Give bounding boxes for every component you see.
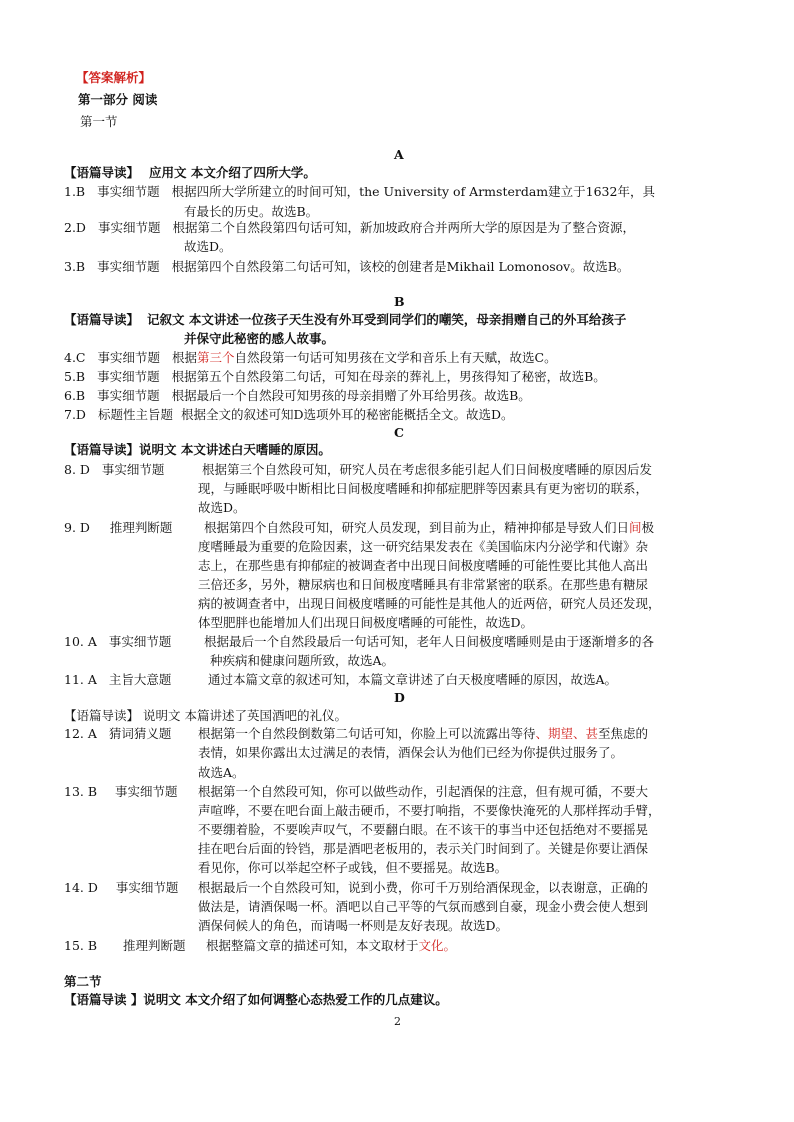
answer-number: 5.B [64, 369, 86, 384]
answer-explanation: 根据第五个自然段第二句话，可知在母亲的葬礼上，男孩得知了秘密，故选B。 [171, 369, 606, 384]
answer-number: 6.B [64, 388, 86, 403]
answer-item [64, 405, 513, 424]
answer-explanation-cont: 故选D。 [184, 239, 232, 254]
answer-item [64, 460, 164, 479]
passage-guide-d [64, 706, 347, 725]
passage-letter-c: C [394, 425, 404, 440]
answer-explanation-cont: 声喧哗，不要在吧台面上敲击硬币，不要打响指，不要像快淹死的人那样挥动手臂， [198, 803, 661, 818]
answer-number: 15. B [64, 938, 98, 953]
passage-guide-a [64, 163, 316, 182]
question-type: 主旨大意题 [108, 672, 172, 687]
question-type: 事实细节题 [97, 220, 161, 235]
question-type: 事实细节题 [97, 259, 160, 274]
answer-item [64, 518, 172, 537]
answer-explanation: 根据最后一个自然段可知，说到小费，你可千万别给酒保现金，以表谢意，正确的 [198, 880, 649, 895]
question-type: 事实细节题 [97, 388, 160, 403]
answer-item [64, 182, 655, 201]
answer-explanation-cont: 病的被调查者中，出现日间极度嗜睡的可能性是其他人的近两倍，研究人员还发现， [198, 596, 661, 611]
answer-explanation-cont: 三倍还多，另外，糖尿病也和日间极度嗜睡具有非常紧密的联系。在那些患有糖尿 [198, 577, 649, 592]
answer-explanation: 根据第一个自然段可知，你可以做些动作，引起酒保的注意，但有规可循，不要大 [198, 784, 649, 799]
answer-explanation-cont: 故选D。 [198, 500, 246, 515]
passage-letter-a: A [394, 147, 404, 162]
answer-explanation-cont: 表情，如果你露出太过满足的表情，酒保会认为他们已经为你提供过服务了。 [198, 745, 624, 760]
answer-explanation-cont: 看见你，你可以举起空杯子或钱，但不要摇晃。故选B。 [198, 860, 508, 875]
answer-number: 4.C [64, 350, 86, 365]
answer-number: 11. A [64, 672, 97, 687]
answer-title: 【答案解析】 [76, 70, 152, 85]
answer-explanation-cont: 志上，在那些患有抑郁症的被调查者中出现日间极度嗜睡的可能性要比其他人高出 [198, 558, 649, 573]
answer-explanation: 根据四所大学所建立的时间可知，the University of Armsterdam建立于1632年，具 [171, 184, 655, 199]
answer-number: 7.D [64, 407, 86, 422]
explanation-text-rest: 极 [641, 520, 655, 535]
answer-number: 2.D [64, 220, 86, 235]
answer-explanation: 根据第四个自然段第二句话可知，该校的创建者是Mikhail Lomonosov。故选B。 [171, 259, 630, 274]
guide-label: 【语篇导读】 [64, 312, 140, 327]
answer-item [64, 386, 531, 405]
section-two-guide [64, 990, 448, 1009]
question-type: 事实细节题 [115, 880, 179, 895]
answer-explanation-rest: 自然段第一句话可知男孩在文学和音乐上有天赋，故选C。 [234, 350, 557, 365]
answer-explanation [204, 518, 654, 537]
answer-number: 3.B [64, 259, 86, 274]
guide-text-cont: 并保守此秘密的感人故事。 [184, 331, 335, 346]
answer-explanation-cont: 现，与睡眠呼吸中断相比日间极度嗜睡和抑郁症肥胖等因素具有更为密切的联系， [198, 481, 649, 496]
answer-explanation: 根据第二个自然段第四句话可知，新加坡政府合并两所大学的原因是为了整合资源， [172, 220, 635, 235]
answer-explanation: 根据全文的叙述可知D选项外耳的秘密能概括全文。故选D。 [180, 407, 514, 422]
question-type: 事实细节题 [97, 369, 160, 384]
question-type: 推理判断题 [109, 520, 173, 535]
passage-letter-b: B [394, 294, 405, 309]
answer-item [64, 367, 606, 386]
explanation-text: 根据整篇文章的描述可知，本文取材于 [206, 938, 419, 953]
question-type: 事实细节题 [115, 784, 178, 799]
guide-label: 【语篇导读】 [64, 165, 140, 180]
highlighted-text: 、期望、甚 [535, 726, 599, 741]
guide-text: 说明文 本文讲述白天嗜睡的原因。 [139, 442, 331, 457]
answer-explanation [198, 724, 648, 743]
answer-explanation-cont: 体型肥胖也能增加人们出现日间极度嗜睡的可能性，故选D。 [198, 615, 534, 630]
passage-letter-d: D [394, 690, 405, 705]
answer-item [64, 878, 178, 897]
guide-text: 说明文 本文介绍了如何调整心态热爱工作的几点建议。 [143, 992, 448, 1007]
answer-number: 8. D [64, 462, 90, 477]
answer-number: 9. D [64, 520, 90, 535]
answer-item [64, 632, 171, 651]
highlighted-text: 文化。 [418, 938, 457, 953]
question-type: 事实细节题 [101, 462, 165, 477]
answer-explanation-cont: 做法是，请酒保喝一杯。酒吧以自己平等的气氛而感到自豪，现金小费会使人想到 [198, 899, 649, 914]
guide-label: 【语篇导读】 [64, 708, 140, 723]
answer-explanation-cont: 挂在吧台后面的铃铛，那是酒吧老板用的，表示关门时间到了。关键是你要让酒保 [198, 841, 649, 856]
highlighted-text: 间 [629, 520, 642, 535]
answer-item [64, 348, 557, 367]
part-title: 第一部分 阅读 [78, 92, 158, 107]
answer-item [64, 670, 171, 689]
answer-explanation-cont: 不要绷着脸，不要唉声叹气，不要翻白眼。在不该干的事当中还包括绝对不要摇晃 [198, 822, 649, 837]
answer-explanation [206, 936, 456, 955]
answer-number: 14. D [64, 880, 98, 895]
answer-item [64, 782, 178, 801]
answer-item [64, 218, 635, 237]
answer-number: 12. A [64, 726, 97, 741]
guide-text: 说明文 本篇讲述了英国酒吧的礼仪。 [143, 708, 347, 723]
answer-explanation: 根据最后一个自然段可知男孩的母亲捐赠了外耳给男孩。故选B。 [171, 388, 531, 403]
question-type: 事实细节题 [97, 350, 160, 365]
answer-explanation-cont: 故选A。 [198, 765, 245, 780]
explanation-text: 根据第四个自然段可知，研究人员发现，到目前为止，精神抑郁是导致人们日 [204, 520, 630, 535]
question-type: 猜词猜义题 [108, 726, 172, 741]
explanation-text-rest: 至焦虑的 [598, 726, 649, 741]
answer-explanation: 根据最后一个自然段最后一句话可知，老年人日间极度嗜睡则是由于逐渐增多的各 [204, 634, 655, 649]
answer-explanation-cont: 酒保伺候人的角色，而请喝一杯则是友好表现。故选D。 [198, 918, 509, 933]
guide-text: 记叙文 本文讲述一位孩子天生没有外耳受到同学们的嘲笑，母亲捐赠自己的外耳给孩子 [147, 312, 627, 327]
answer-explanation: 根据第三个自然段可知，研究人员在考虑很多能引起人们日间极度嗜睡的原因后发 [202, 462, 653, 477]
answer-number: 1.B [64, 184, 86, 199]
question-type: 推理判断题 [123, 938, 186, 953]
guide-label: 【语篇导读】 [64, 442, 140, 457]
question-type: 事实细节题 [108, 634, 172, 649]
question-type: 事实细节题 [97, 184, 160, 199]
question-type: 标题性主旨题 [97, 407, 173, 422]
answer-explanation-cont: 有最长的历史。故选B。 [184, 204, 319, 219]
answer-number: 10. A [64, 634, 97, 649]
explanation-text: 根据第一个自然段倒数第二句话可知，你脸上可以流露出等待 [198, 726, 536, 741]
highlighted-text: 第三个 [197, 350, 235, 365]
passage-guide-c [64, 440, 331, 459]
passage-guide-b [64, 310, 626, 329]
answer-item [64, 724, 171, 743]
guide-label: 【语篇导读 】 [64, 992, 144, 1007]
section-title: 第一节 [80, 114, 118, 129]
guide-text: 应用文 本文介绍了四所大学。 [149, 165, 316, 180]
section-two-title: 第二节 [64, 974, 102, 989]
answer-item [64, 936, 186, 955]
answer-item [64, 257, 629, 276]
answer-explanation: 根据 [171, 350, 197, 365]
page-number: 2 [394, 1015, 401, 1028]
answer-explanation-cont: 种疾病和健康问题所致，故选A。 [210, 653, 395, 668]
answer-explanation-cont: 度嗜睡最为重要的危险因素，这一研究结果发表在《美国临床内分泌学和代谢》杂 [198, 539, 649, 554]
answer-number: 13. B [64, 784, 98, 799]
answer-explanation: 通过本篇文章的叙述可知，本篇文章讲述了白天极度嗜睡的原因，故选A。 [208, 672, 618, 687]
